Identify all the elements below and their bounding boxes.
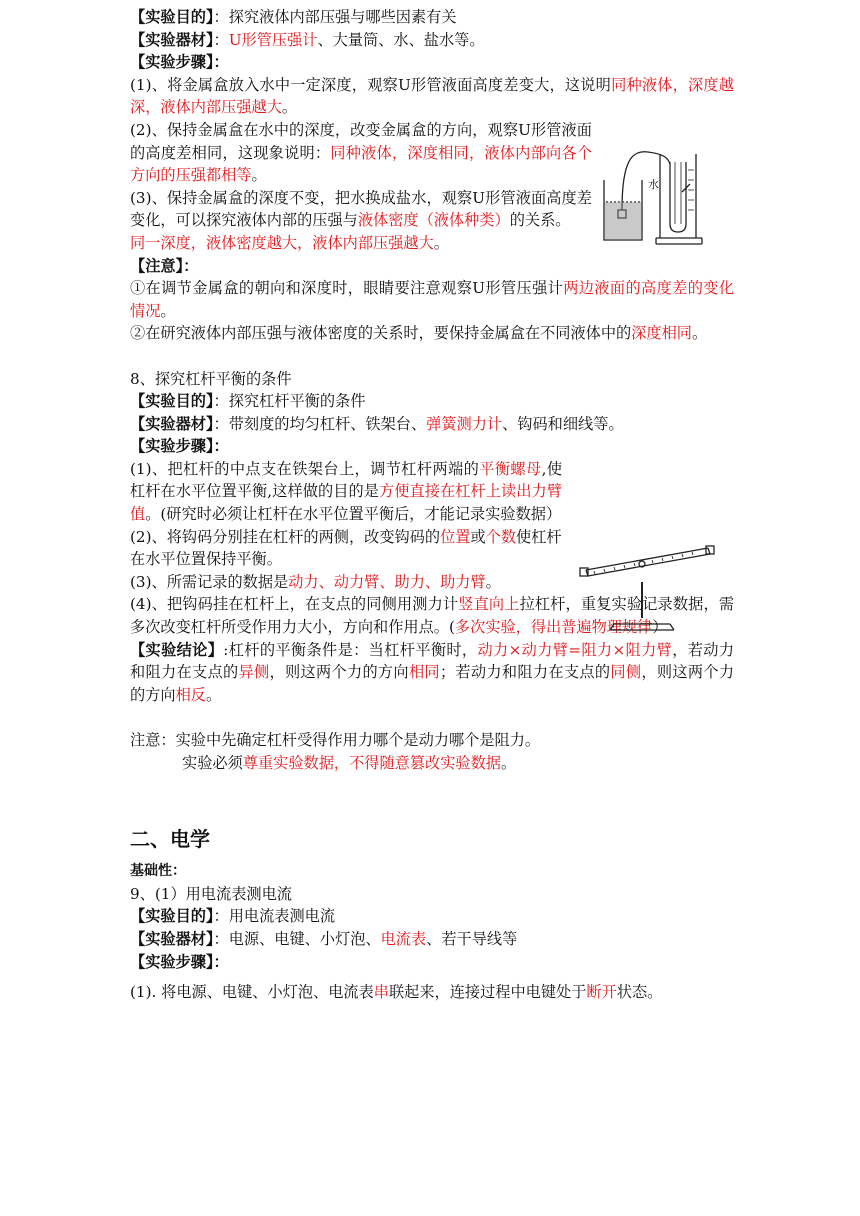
part-heading: 二、电学 [130, 827, 210, 852]
water-fill [605, 202, 641, 239]
step-3: (3)、所需记录的数据是动力、动力臂、助力、助力臂。 [130, 572, 501, 591]
note-line-1: 注意：实验中先确定杠杆受得作用力哪个是动力哪个是阻力。 [130, 731, 541, 749]
equipment-label: 【实验器材】 [130, 30, 214, 49]
highlight-text: 个数 [485, 527, 517, 546]
highlight-text: 位置 [440, 527, 471, 546]
highlight-text: 同种液体，深度越深，液体内部压强越大 [130, 75, 734, 117]
note-line-2: 实验必须尊重实验数据，不得随意篡改实验数据。 [182, 753, 517, 772]
step-3-conclusion: 同一深度，液体密度越大，液体内部压强越大。 [130, 233, 449, 252]
rubber-tube [622, 152, 670, 210]
highlight-text: 平衡螺母 [479, 459, 542, 478]
highlight-text: 动力×动力臂=阻力×阻力臂 [477, 640, 673, 659]
step-1: (1)、将金属盒放入水中一定深度，观察U形管液面高度差变大，这说明同种液体，深度越深，液体内部压强越大。 [130, 75, 734, 117]
highlight-text: 尊重实验数据，不得随意篡改实验数据 [242, 753, 501, 772]
step-3: (3)、保持金属盒的深度不变，把水换成盐水，观察U形管液面高度差变化，可以探究液体内部的压强与液体密度（液体种类）的关系。 [130, 188, 592, 230]
lever-scale-marks [594, 552, 693, 574]
note-2: ②在研究液体内部压强与液体密度的关系时，要保持金属盒在不同液体中的深度相同。 [130, 324, 708, 343]
section-heading: 8、探究杠杆平衡的条件 [130, 369, 292, 388]
water-label: 水 [648, 178, 659, 191]
item-heading: 9、(1）用电流表测电流 [130, 884, 292, 903]
u-tube-inner [675, 162, 681, 224]
highlight-text: 断开 [586, 983, 617, 1002]
purpose-line: 【实验目的】：用电流表测电流 [130, 907, 336, 926]
highlight-text: 同种液体，深度相同，液体内部向各个方向的压强都相等 [130, 143, 593, 185]
highlight-text: U形管压强计 [228, 30, 318, 49]
u-tube [670, 162, 686, 232]
lever-stand-figure [572, 528, 720, 634]
scale-marks [688, 170, 694, 210]
step-2: (2)、将钩码分别挂在杠杆的两侧，改变钩码的位置或个数使杠杆在水平位置保持平衡。 [130, 527, 562, 569]
note-1: ①在调节金属盒的朝向和深度时，眼睛要注意观察U形管压强计两边液面的高度差的变化情况。 [130, 279, 734, 320]
step-1: (1). 将电源、电键、小灯泡、电流表串联起来，连接过程中电键处于断开状态。 [130, 983, 663, 1002]
highlight-text: 液体密度（液体种类） [357, 211, 510, 230]
highlight-text: 弹簧测力计 [426, 414, 503, 433]
stand [656, 154, 702, 244]
equipment-line: 【实验器材】：电源、电键、小灯泡、电流表、若干导线等 [130, 929, 518, 948]
steps-heading: 【实验步骤】： [130, 952, 229, 971]
highlight-text: 深度相同 [631, 324, 692, 343]
purpose-label: 【实验目的】 [130, 8, 214, 26]
highlight-text: 异侧 [238, 663, 270, 682]
steps-heading: 【实验步骤】： [130, 437, 229, 456]
highlight-text: 两边液面的高度差的变化情况 [130, 279, 734, 320]
steps-heading: 【实验步骤】： [130, 53, 229, 72]
highlight-text: 多次实验，得出普遍物理规律 [454, 618, 653, 637]
equipment-line: 【实验器材】：U形管压强计、大量筒、水、盐水等。 [130, 30, 485, 49]
purpose-line [130, 6, 734, 29]
step-2: (2)、保持金属盒在水中的深度，改变金属盒的方向，观察U形管液面的高度差相同，这现象说明：同种液体，深度相同，液体内部向各个方向的压强都相等。 [130, 120, 593, 185]
note-heading: 【注意】： [130, 256, 199, 275]
purpose-text: ：探究液体内部压强与哪些因素有关 [213, 8, 457, 26]
highlight-text: 方便直接在杠杆上读出力臂值 [130, 482, 563, 524]
highlight-text: 电流表 [380, 929, 427, 948]
subheading: 基础性： [130, 863, 186, 880]
highlight-text: 动力、动力臂、助力、助力臂 [288, 572, 486, 591]
highlight-text: 相同 [408, 663, 440, 682]
equipment-line: 【实验器材】：带刻度的均匀杠杆、铁架台、弹簧测力计、钩码和细线等。 [130, 414, 624, 433]
highlight-text: 竖直向上 [458, 595, 520, 614]
step-1: (1)、把杠杆的中点支在铁架台上，调节杠杆两端的平衡螺母,使杠杆在水平位置平衡,这样做的目的是方便直接在杠杆上读出力臂值。(研究时必须让杠杆在水平位置平衡后，才能记录实验数据） [130, 459, 563, 524]
highlight-text: 串 [373, 983, 389, 1002]
stand-base [610, 624, 674, 630]
conclusion: 【实验结论】:杠杆的平衡条件是：当杠杆平衡时，动力×动力臂=阻力×阻力臂，若动力和阻力在支点的异侧，则这两个力的方向相同；若动力和阻力在支点的同侧，则这两个力的方向相反。 [130, 640, 735, 704]
purpose-line: 【实验目的】：探究杠杆平衡的条件 [130, 392, 366, 411]
step-4: (4)、把钩码挂在杠杆上，在支点的同侧用测力计竖直向上拉杠杆，重复实验记录数据，需多次改变杠杆所受作用力大小，方向和作用点。(多次实验，得出普遍物理规律） [130, 595, 735, 637]
highlight-text: 同侧 [610, 663, 642, 682]
u-tube-manometer-figure [598, 140, 720, 246]
highlight-text: 相反 [175, 685, 206, 704]
